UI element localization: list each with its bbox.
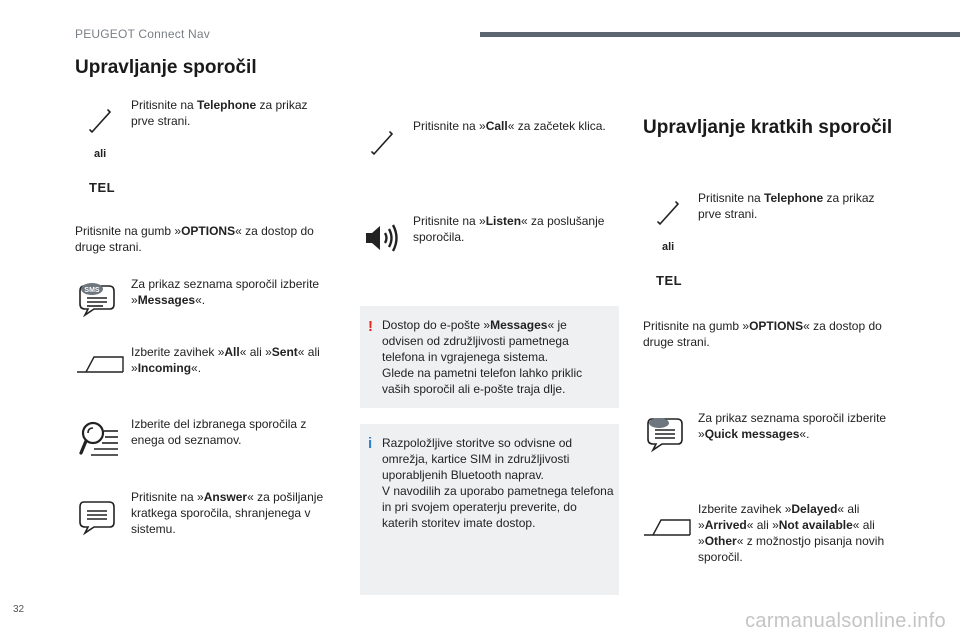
step-select-message: Izberite del izbranega sporočila z enega od seznamov. [131, 417, 307, 447]
or-label: ali [94, 148, 107, 160]
tel-label: TEL [89, 180, 116, 195]
sms-bubble-icon [78, 282, 116, 316]
step-telephone: Pritisnite na Telephone za prikaz prve strani. [698, 191, 875, 221]
section-title-quick-messages: Upravljanje kratkih sporočil [643, 117, 893, 138]
step-telephone: Pritisnite na Telephone za prikaz prve strani. [131, 98, 308, 128]
info-icon: i [368, 435, 373, 452]
step-options: Pritisnite na gumb »OPTIONS« za dostop do druge strani. [643, 319, 882, 349]
tab-outline-icon [643, 518, 691, 536]
warning-text: Dostop do e-pošte »Messages« je odvisen od združljivosti pametnega telefona in vgrajenega sistema. Glede na pametni telefon lahko priklic vaših sporočil ali e-pošte traja dlje. [382, 318, 583, 396]
step-tabs: Izberite zavihek »All« ali »Sent« ali »Incoming«. [131, 345, 320, 375]
speaker-icon [364, 223, 400, 253]
quick-message-icon [646, 417, 684, 451]
tab-outline-icon [76, 355, 124, 373]
phone-icon [88, 108, 112, 132]
header-bar [480, 32, 960, 37]
page-number: 32 [13, 604, 25, 615]
step-call: Pritisnite na »Call« za začetek klica. [413, 119, 606, 133]
step-options: Pritisnite na gumb »OPTIONS« za dostop do druge strani. [75, 224, 314, 254]
sms-badge-text: SMS [84, 287, 100, 294]
step-listen: Pritisnite na »Listen« za poslušanje sporočila. [413, 214, 605, 244]
step-quick-messages: Za prikaz seznama sporočil izberite »Quick messages«. [698, 411, 887, 441]
step-answer: Pritisnite na »Answer« za pošiljanje kratkega sporočila, shranjenega v sistemu. [131, 490, 324, 536]
or-label: ali [662, 241, 675, 253]
info-text: Razpoložljive storitve so odvisne od omrežja, kartice SIM in združljivosti uporabljenih Bluetooth naprav. V navodilih za uporabo pametnega telefona in pri svojem operaterju preverite, do katerih storitev imate dostop. [382, 436, 614, 530]
step-messages: Za prikaz seznama sporočil izberite »Messages«. [131, 277, 320, 307]
header-brand: PEUGEOT Connect Nav [75, 27, 210, 41]
tel-label: TEL [656, 273, 683, 288]
reply-bubble-icon [78, 500, 116, 534]
watermark: carmanualsonline.info [745, 610, 946, 632]
phone-icon [656, 200, 680, 224]
section-title-messages: Upravljanje sporočil [75, 57, 257, 78]
step-tabs: Izberite zavihek »Delayed« ali »Arrived« ali »Not available« ali »Other« z možnostjo pisanja novih sporočil. [698, 502, 885, 564]
warning-icon: ! [368, 318, 373, 335]
search-list-icon [80, 420, 120, 460]
call-handset-icon [370, 130, 394, 154]
